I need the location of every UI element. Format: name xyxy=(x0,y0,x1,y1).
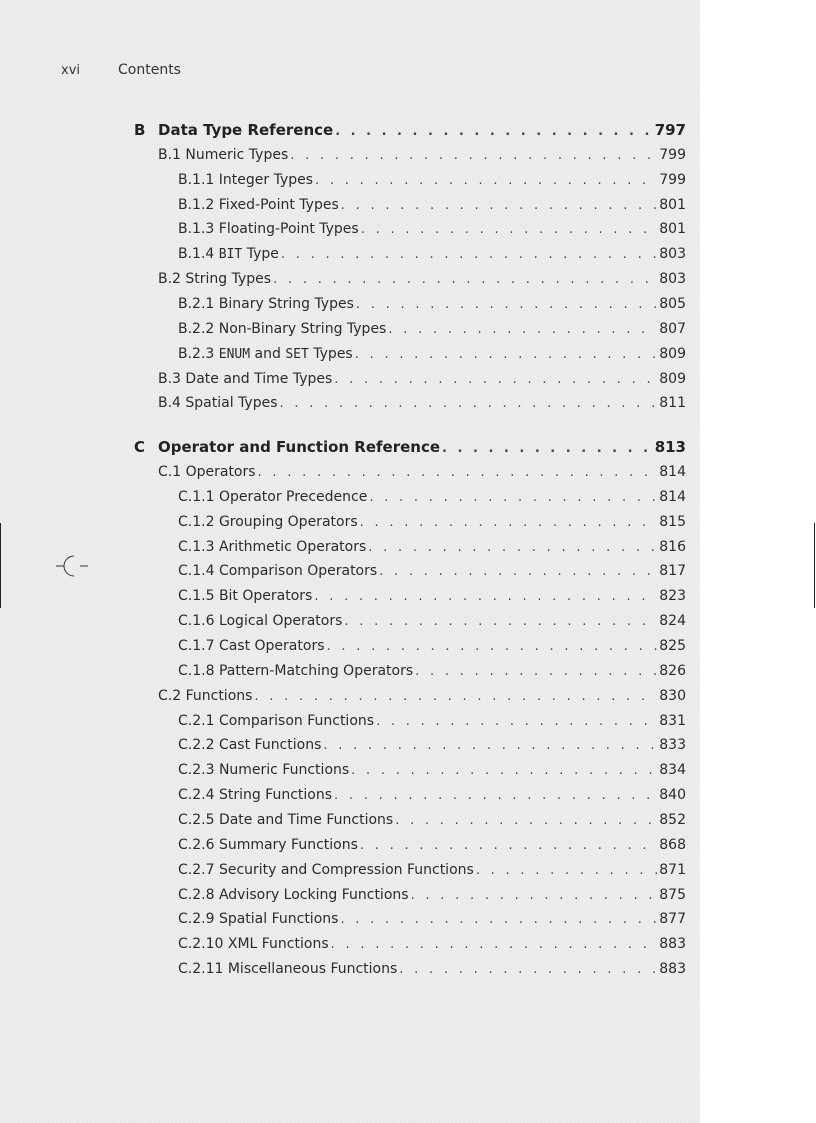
toc-entry-title: C.1.2 Grouping Operators xyxy=(178,513,358,530)
toc-page-number: 814 xyxy=(659,464,686,481)
toc-dot-leader xyxy=(360,836,657,856)
toc-subsection-entry[interactable] xyxy=(178,512,686,533)
toc-dot-leader xyxy=(281,245,657,265)
toc-dot-leader xyxy=(379,562,657,582)
toc-subsection-entry[interactable] xyxy=(178,661,686,682)
toc-chapter-entry[interactable] xyxy=(134,120,686,142)
toc-subsection-entry[interactable] xyxy=(178,219,686,240)
toc-entry-title: B.1.3 Floating-Point Types xyxy=(178,221,359,238)
toc-entry-title: C.2.10 XML Functions xyxy=(178,936,329,953)
toc-subsection-entry[interactable] xyxy=(178,785,686,806)
toc-entry-title: B.4 Spatial Types xyxy=(158,395,278,412)
toc-subsection-entry[interactable] xyxy=(178,636,686,657)
toc-dot-leader xyxy=(356,295,657,315)
toc-entry-title: C.1.3 Arithmetic Operators xyxy=(178,538,367,555)
toc-entry-title: C.2.1 Comparison Functions xyxy=(178,712,375,729)
toc-dot-leader xyxy=(442,439,653,459)
toc-page-number: 814 xyxy=(659,488,686,505)
toc-title-text: B.2.3 xyxy=(178,345,219,362)
toc-page-number: 803 xyxy=(659,246,686,263)
toc-subsection-entry[interactable] xyxy=(178,344,686,365)
toc-page-number: 877 xyxy=(659,911,686,928)
toc-page-number: 824 xyxy=(659,613,686,630)
folio-page-number: xvi xyxy=(61,63,80,78)
toc-page-number: 840 xyxy=(659,787,686,804)
toc-entry-title: C.1.8 Pattern-Matching Operators xyxy=(178,662,414,679)
toc-dot-leader xyxy=(323,736,657,756)
toc-subsection-entry[interactable] xyxy=(178,586,686,607)
toc-subsection-entry[interactable] xyxy=(178,294,686,315)
toc-page-number: 817 xyxy=(659,563,686,580)
toc-chapter-letter: C xyxy=(134,438,146,457)
toc-subsection-entry[interactable] xyxy=(178,319,686,340)
toc-subsection-entry[interactable] xyxy=(178,537,686,558)
toc-dot-leader xyxy=(388,320,657,340)
running-head xyxy=(61,62,181,78)
toc-subsection-entry[interactable] xyxy=(178,244,686,265)
toc-dot-leader xyxy=(258,463,658,483)
toc-entry-title: C.1.6 Logical Operators xyxy=(178,613,343,630)
crop-mark-right xyxy=(814,523,815,608)
toc-dot-leader xyxy=(327,637,658,657)
toc-entry-title: Data Type Reference xyxy=(158,121,334,139)
toc-entry-title: B.3 Date and Time Types xyxy=(158,370,333,387)
toc-dot-leader xyxy=(395,811,657,831)
toc-page-number: 875 xyxy=(659,886,686,903)
toc-page-number: 883 xyxy=(659,936,686,953)
toc-code-term: BIT xyxy=(218,247,243,263)
toc-subsection-entry[interactable] xyxy=(178,760,686,781)
toc-chapter-entry[interactable] xyxy=(134,437,686,459)
toc-dot-leader xyxy=(351,761,657,781)
toc-dot-leader xyxy=(334,786,657,806)
toc-entry-title: B.1.2 Fixed-Point Types xyxy=(178,196,339,213)
toc-entry-title: C.2 Functions xyxy=(158,687,253,704)
toc-page-number: 823 xyxy=(659,588,686,605)
toc-entry-title xyxy=(178,344,353,365)
toc-dot-leader xyxy=(368,538,657,558)
toc-page-number: 852 xyxy=(659,811,686,828)
toc-dot-leader xyxy=(361,220,658,240)
toc-dot-leader xyxy=(360,513,658,533)
toc-section-entry[interactable] xyxy=(158,462,686,483)
toc-dot-leader xyxy=(341,196,658,216)
toc-subsection-entry[interactable] xyxy=(178,561,686,582)
toc-dot-leader xyxy=(273,270,657,290)
toc-entry-title: B.2 String Types xyxy=(158,271,272,288)
toc-page-number: 815 xyxy=(659,513,686,530)
toc-page-number: 801 xyxy=(659,196,686,213)
toc-entry-title: C.1.5 Bit Operators xyxy=(178,588,313,605)
toc-entry-title: C.2.11 Miscellaneous Functions xyxy=(178,961,398,978)
toc-code-term: SET xyxy=(285,346,309,362)
toc-dot-leader xyxy=(290,146,657,166)
toc-page-number: 833 xyxy=(659,737,686,754)
toc-title-text: Types xyxy=(308,345,353,362)
toc-subsection-entry[interactable] xyxy=(178,487,686,508)
toc-section-entry[interactable] xyxy=(158,369,686,390)
toc-page-number: 868 xyxy=(659,836,686,853)
toc-entry-title: C.2.3 Numeric Functions xyxy=(178,762,350,779)
toc-page-number: 830 xyxy=(659,687,686,704)
toc-dot-leader xyxy=(415,662,657,682)
toc-section-entry[interactable] xyxy=(158,393,686,414)
toc-subsection-entry[interactable] xyxy=(178,170,686,191)
toc-subsection-entry[interactable] xyxy=(178,909,686,930)
toc-dot-leader xyxy=(355,345,658,365)
toc-subsection-entry[interactable] xyxy=(178,195,686,216)
toc-entry-title: C.1 Operators xyxy=(158,464,256,481)
toc-page-number: 809 xyxy=(659,370,686,387)
toc-title-text: Type xyxy=(242,246,279,263)
toc-dot-leader xyxy=(315,171,657,191)
toc-page-number: 799 xyxy=(659,171,686,188)
toc-dot-leader xyxy=(344,612,657,632)
toc-section-entry[interactable] xyxy=(158,145,686,166)
toc-subsection-entry[interactable] xyxy=(178,735,686,756)
toc-page-number: 816 xyxy=(659,538,686,555)
toc-dot-leader xyxy=(376,712,657,732)
toc-entry-title: C.2.4 String Functions xyxy=(178,787,333,804)
toc-page-number: 813 xyxy=(654,438,686,457)
toc-page-number: 803 xyxy=(659,271,686,288)
running-head-title: Contents xyxy=(118,62,181,78)
toc-dot-leader xyxy=(369,488,657,508)
toc-subsection-entry[interactable] xyxy=(178,611,686,632)
toc-entry-title: C.2.7 Security and Compression Functions xyxy=(178,861,474,878)
toc-section-entry[interactable] xyxy=(158,269,686,290)
toc-entry-title xyxy=(178,244,279,265)
toc-dot-leader xyxy=(334,370,657,390)
registration-mark-icon xyxy=(50,553,96,579)
toc-page-number: 801 xyxy=(659,221,686,238)
toc-subsection-entry[interactable] xyxy=(178,835,686,856)
toc-dot-leader xyxy=(335,122,652,142)
toc-title-text: B.1.4 xyxy=(178,246,219,263)
toc-page-number: 811 xyxy=(659,395,686,412)
toc-title-text: and xyxy=(250,345,286,362)
toc-subsection-entry[interactable] xyxy=(178,711,686,732)
toc-code-term: ENUM xyxy=(218,346,251,362)
toc-entry-title: Operator and Function Reference xyxy=(158,438,441,457)
toc-entry-title: C.2.2 Cast Functions xyxy=(178,737,322,754)
toc-entry-title: C.1.1 Operator Precedence xyxy=(178,488,368,505)
toc-section-entry[interactable] xyxy=(158,686,686,707)
toc-dot-leader xyxy=(476,861,657,881)
toc-dot-leader xyxy=(411,886,658,906)
toc-entry-title: B.2.2 Non-Binary String Types xyxy=(178,320,387,337)
toc-dot-leader xyxy=(254,687,657,707)
toc-dot-leader xyxy=(314,587,657,607)
toc-page-number: 799 xyxy=(659,146,686,163)
toc-entry-title: C.1.4 Comparison Operators xyxy=(178,563,378,580)
toc-entry-title: C.2.8 Advisory Locking Functions xyxy=(178,886,409,903)
toc-subsection-entry[interactable] xyxy=(178,959,686,980)
toc-page-number: 809 xyxy=(659,345,686,362)
toc-entry-title: C.1.7 Cast Operators xyxy=(178,638,325,654)
toc-entry-title: C.2.6 Summary Functions xyxy=(178,836,358,853)
toc-entry-title: B.2.1 Binary String Types xyxy=(178,295,354,312)
toc-page-number: 807 xyxy=(659,320,686,337)
toc-entry-title: C.2.5 Date and Time Functions xyxy=(178,811,394,828)
toc-dot-leader xyxy=(399,960,657,980)
toc-subsection-entry[interactable] xyxy=(178,810,686,831)
toc-chapter-letter: B xyxy=(134,121,146,139)
toc-page-number: 797 xyxy=(654,121,686,139)
toc-page-number: 871 xyxy=(659,861,686,878)
toc-dot-leader xyxy=(280,394,658,414)
toc-dot-leader xyxy=(340,910,657,930)
toc-entry-title: B.1 Numeric Types xyxy=(158,146,289,163)
toc-subsection-entry[interactable] xyxy=(178,860,686,881)
toc-page-number: 826 xyxy=(659,662,686,679)
toc-subsection-entry[interactable] xyxy=(178,885,686,906)
toc-page-number: 805 xyxy=(659,295,686,312)
toc-entry-title: B.1.1 Integer Types xyxy=(178,171,314,188)
toc-page-number: 883 xyxy=(659,961,686,978)
toc-subsection-entry[interactable] xyxy=(178,934,686,955)
toc-page-number: 834 xyxy=(659,762,686,779)
toc-dot-leader xyxy=(331,935,658,955)
toc-page-number: 825 xyxy=(659,638,686,654)
crop-mark-left xyxy=(0,523,1,608)
toc-entry-title: C.2.9 Spatial Functions xyxy=(178,911,339,928)
toc-page-number: 831 xyxy=(659,712,686,729)
